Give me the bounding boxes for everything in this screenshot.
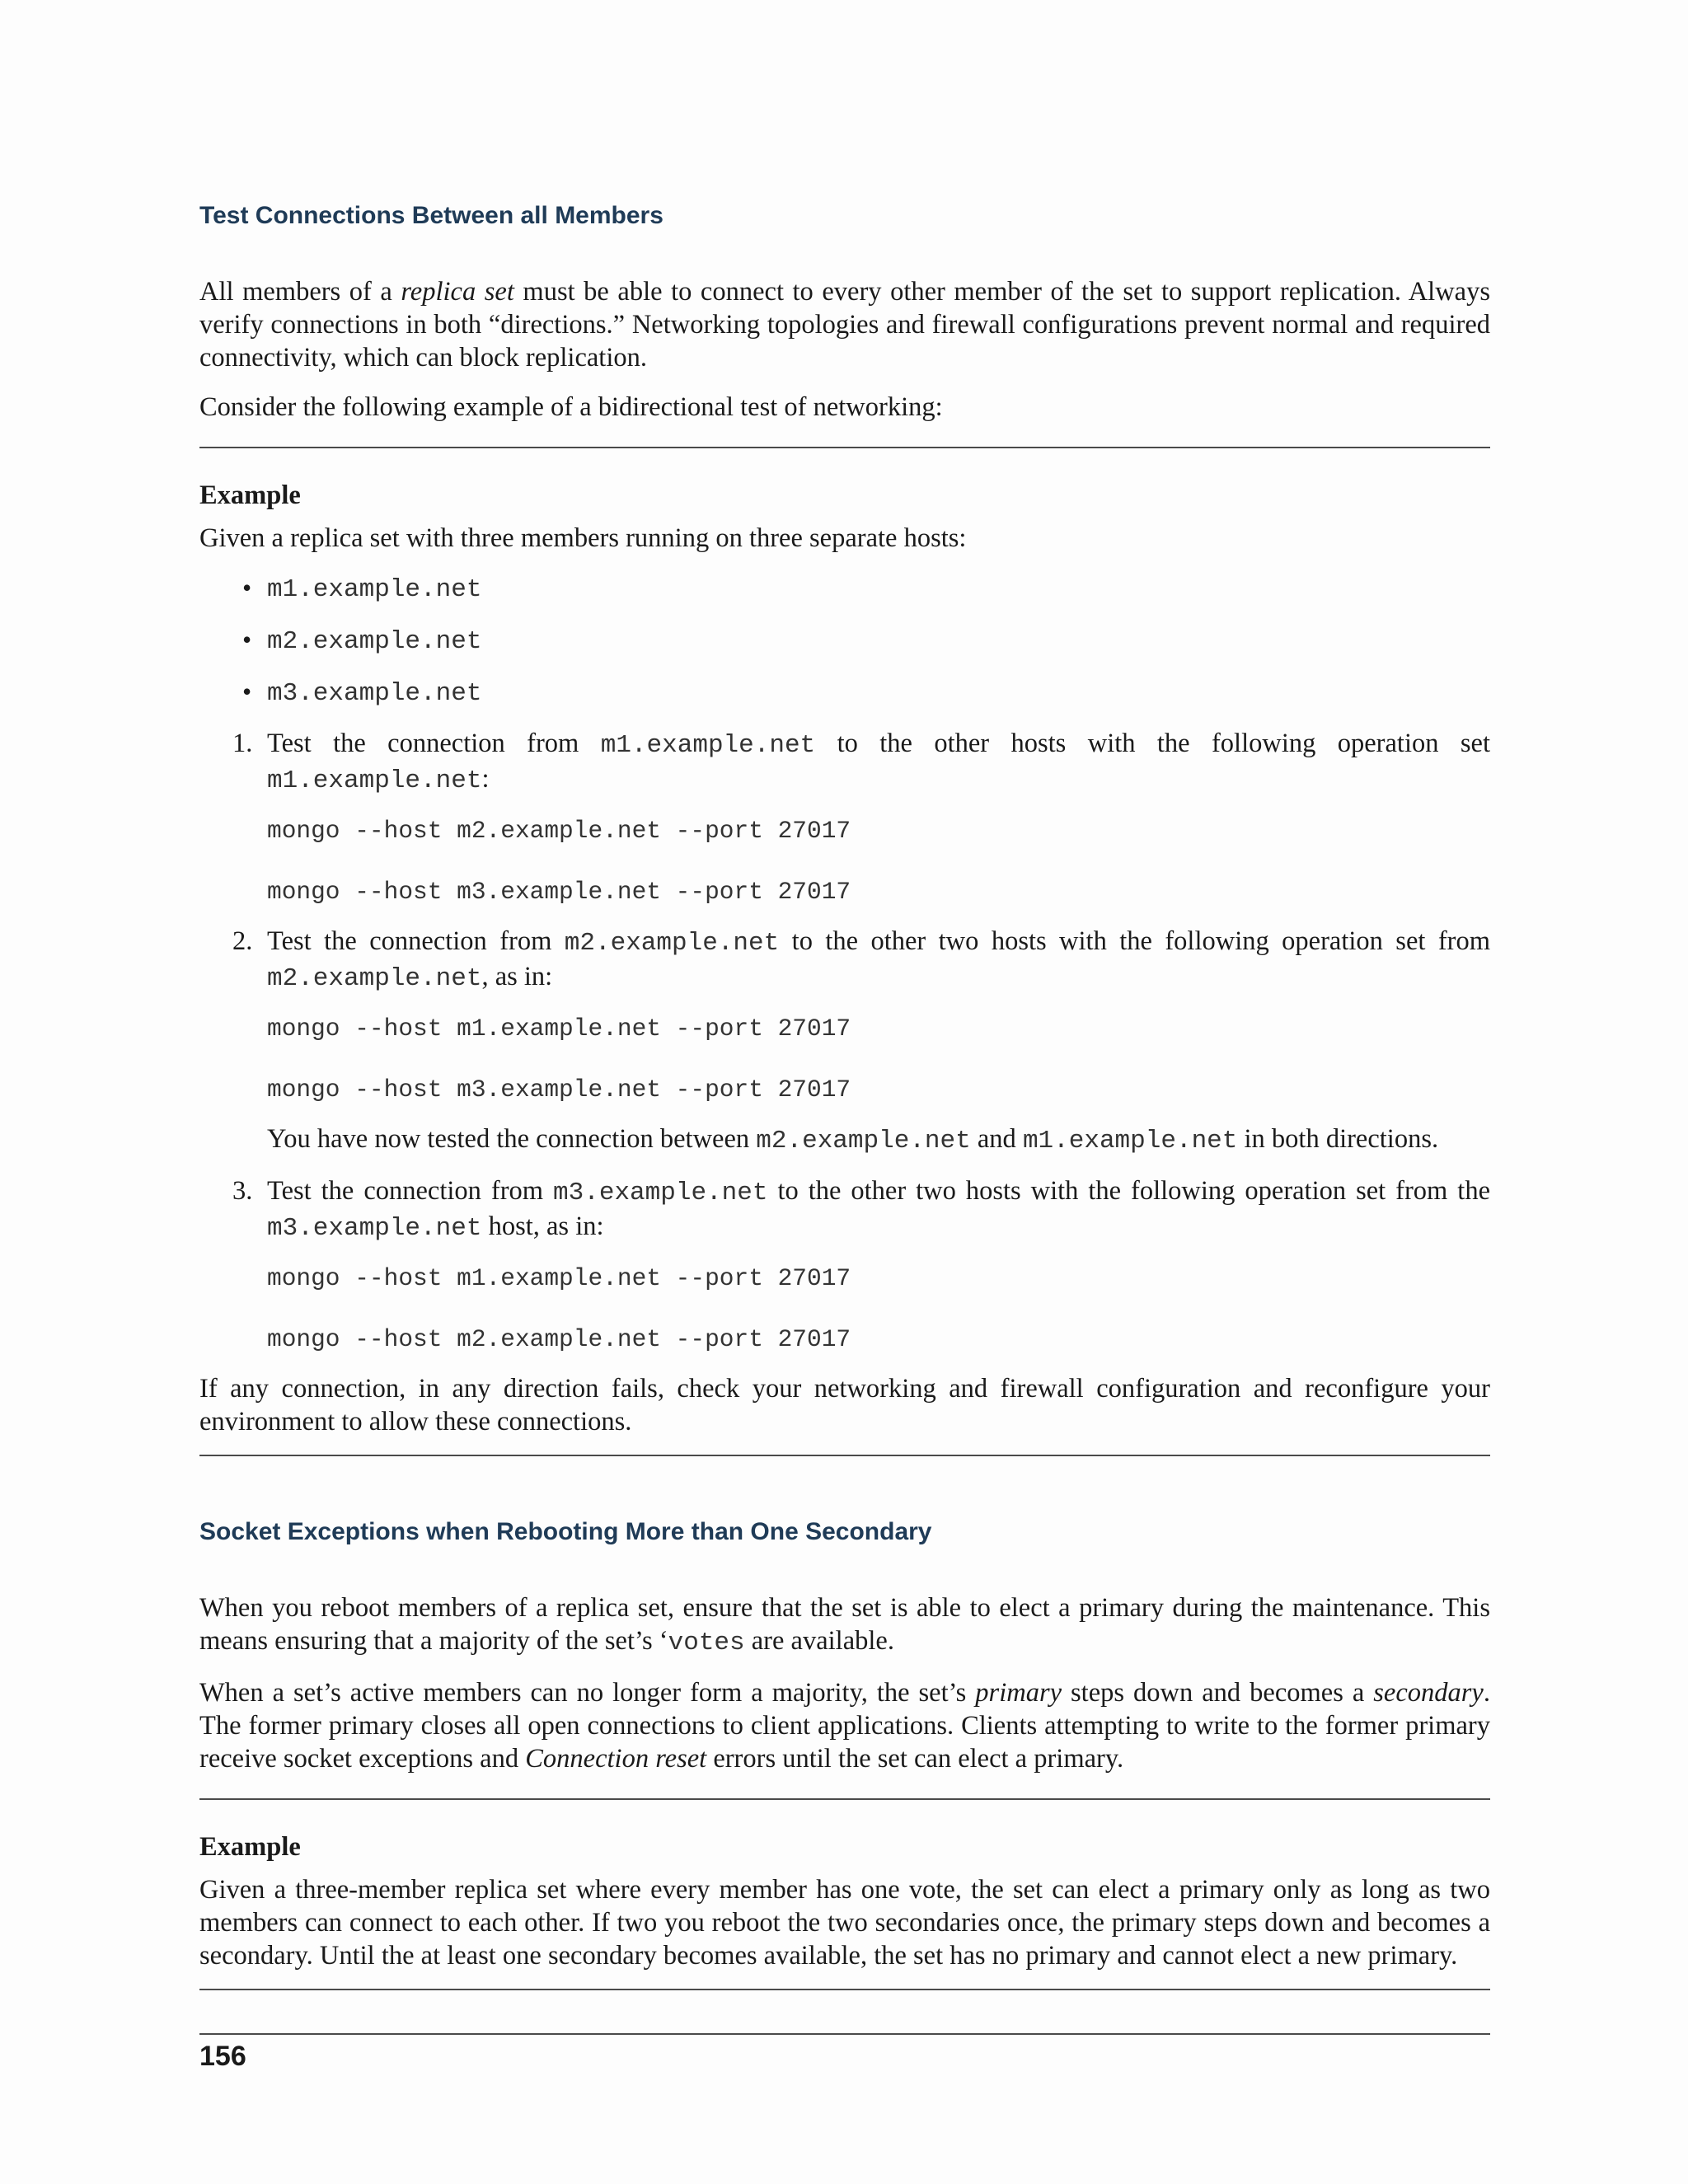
step-number: 1. bbox=[232, 729, 253, 758]
example-title: Example bbox=[199, 480, 301, 510]
primary-term[interactable]: primary bbox=[975, 1678, 1062, 1708]
example-top-rule bbox=[199, 447, 1490, 448]
code-line: mongo --host m1.example.net --port 27017 bbox=[267, 1264, 851, 1292]
code-line: mongo --host m1.example.net --port 27017 bbox=[267, 1015, 851, 1043]
code-line: mongo --host m3.example.net --port 27017 bbox=[267, 878, 851, 906]
paragraph-majority: When a set’s active members can no longer form a majority, the set’s primary steps down and becomes a secondary. The former primary closes all open connections to client applications. Clients attempting to write to the former primary receive socket exceptions and Connection reset errors until the set can elect a primary. bbox=[199, 1678, 1490, 1774]
list-item: • m2.example.net bbox=[242, 625, 482, 656]
paragraph-reboot-members: When you reboot members of a replica set, ensure that the set is able to elect a primary during the maintenance. This means ensuring that a majority of the set’s ‘votes are available. bbox=[199, 1593, 1490, 1657]
step-list bbox=[199, 727, 1490, 1356]
example2-top-rule bbox=[199, 1798, 1490, 1800]
page-number: 156 bbox=[199, 2041, 246, 2072]
code-line: mongo --host m3.example.net --port 27017 bbox=[267, 1076, 851, 1104]
replica-set-term[interactable]: replica set bbox=[401, 277, 514, 307]
bullet: • bbox=[242, 573, 252, 602]
section-heading-socket-exceptions: Socket Exceptions when Rebooting More than One Secondary bbox=[199, 1518, 932, 1545]
step-3 bbox=[199, 1174, 1490, 1356]
paragraph-replica-connect bbox=[199, 275, 1490, 374]
section-heading-test-connections: Test Connections Between all Members bbox=[199, 202, 663, 229]
example2-bottom-rule bbox=[199, 1989, 1490, 1990]
secondary-term[interactable]: secondary bbox=[1373, 1678, 1484, 1708]
example-box-reboot bbox=[199, 1822, 1490, 1972]
example-text: Given a three-member replica set where every member has one vote, the set can elect a primary only as long as two members can connect to each other. If two you reboot the two secondaries once, the primary steps down and becomes a secondary. Until the at least one secondary becomes available, the set has no primary and cannot elect a new primary. bbox=[199, 1875, 1490, 1971]
list-item: • m1.example.net bbox=[242, 573, 482, 604]
connection-reset-term: Connection reset bbox=[525, 1744, 707, 1774]
step-1 bbox=[199, 727, 1490, 908]
code-line: mongo --host m2.example.net --port 27017 bbox=[267, 817, 851, 845]
step-number: 2. bbox=[232, 926, 253, 956]
page-content bbox=[199, 199, 1490, 1990]
step-text: Test the connection from m1.example.net to the other hosts with the following operation set m1.example.net: bbox=[267, 729, 1490, 795]
example-box-connections bbox=[199, 471, 1490, 1438]
example-intro: Given a replica set with three members running on three separate hosts: bbox=[199, 523, 967, 553]
example-bottom-rule bbox=[199, 1455, 1490, 1456]
bullet: • bbox=[242, 625, 252, 654]
example-closing: If any connection, in any direction fails, check your networking and firewall configuration and reconfigure your environment to allow these connections. bbox=[199, 1374, 1490, 1436]
text: must be able to connect to every other member of the set to support replication. Always verify connections in both “directions.” Networking topologies and firewall configurations prevent normal and required connectivity, which can block replication. bbox=[199, 277, 1490, 373]
text: All members of a bbox=[199, 277, 401, 307]
step-2 bbox=[199, 925, 1490, 1158]
step-note: You have now tested the connection between m2.example.net and m1.example.net in both directions. bbox=[267, 1124, 1439, 1155]
example-title: Example bbox=[199, 1832, 301, 1862]
paragraph-bidirectional-intro: Consider the following example of a bidirectional test of networking: bbox=[199, 392, 943, 422]
bullet: • bbox=[242, 677, 252, 706]
step-text: Test the connection from m2.example.net to the other two hosts with the following operation set from m2.example.net, as in: bbox=[267, 926, 1490, 993]
step-text: Test the connection from m3.example.net to the other two hosts with the following operation set from the m3.example.net host, as in: bbox=[267, 1176, 1491, 1243]
step-number: 3. bbox=[232, 1176, 253, 1206]
list-item: • m3.example.net bbox=[242, 677, 482, 708]
host-list bbox=[199, 571, 1490, 710]
code-line: mongo --host m2.example.net --port 27017 bbox=[267, 1325, 851, 1353]
footer-rule bbox=[199, 2033, 1490, 2035]
